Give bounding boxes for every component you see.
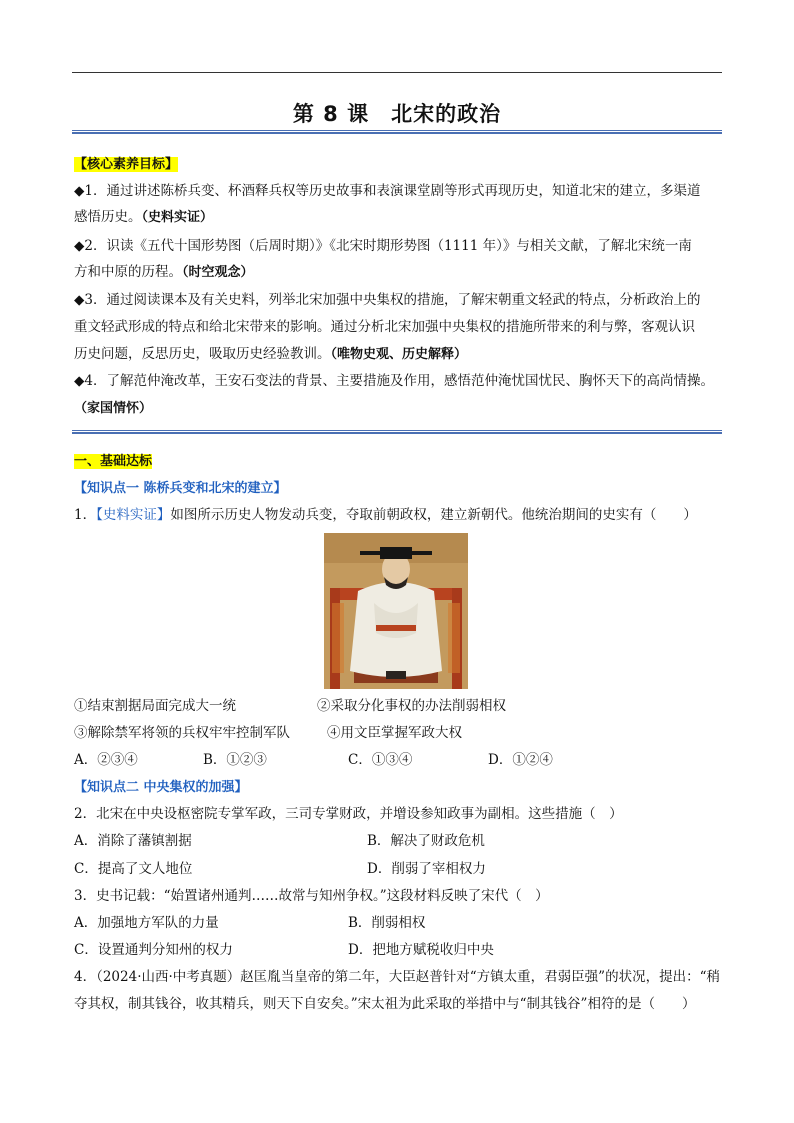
goal-3-cont: 历史问题，反思历史，吸取历史经验教训。（唯物史观、历史解释） xyxy=(74,346,468,362)
header-rule xyxy=(72,72,722,73)
section-heading: 一、基础达标 xyxy=(74,454,153,469)
goals-divider xyxy=(72,430,722,434)
q1-statement-2: ②采取分化事权的办法削弱相权 xyxy=(317,698,506,714)
title-divider xyxy=(72,130,722,134)
q3-option-d[interactable]: D．把地方赋税收归中央 xyxy=(348,942,494,958)
q2-option-b[interactable]: B．解决了财政危机 xyxy=(367,833,485,849)
goal-1-cont: 感悟历史。（史料实证） xyxy=(74,209,214,225)
q3-option-a[interactable]: A．加强地方军队的力量 xyxy=(74,915,219,931)
q1-option-a[interactable]: A．②③④ xyxy=(74,752,138,768)
emperor-portrait xyxy=(324,533,468,689)
q1-option-c[interactable]: C．①③④ xyxy=(348,752,413,768)
question-4-line-1: 4．（2024·山西·中考真题）赵匡胤当皇帝的第二年，大臣赵普针对“方镇太重，君弱臣强”的状况，提出：“稍 xyxy=(74,969,720,985)
q2-option-d[interactable]: D．削弱了宰相权力 xyxy=(367,861,486,877)
goal-4-tag: （家国情怀） xyxy=(74,401,153,416)
question-3-stem: 3．史书记载：“始置诸州通判……故常与知州争权。”这段材料反映了宋代（ ） xyxy=(74,888,549,904)
q1-statement-3: ③解除禁军将领的兵权牢牢控制军队 xyxy=(74,725,290,741)
q2-option-c[interactable]: C．提高了文人地位 xyxy=(74,861,193,877)
goals-heading: 【核心素养目标】 xyxy=(74,157,179,172)
question-1-stem: 1．【史料实证】如图所示历史人物发动兵变，夺取前朝政权，建立新朝代。他统治期间的史实有（ ） xyxy=(74,507,697,523)
q1-statement-4: ④用文臣掌握军政大权 xyxy=(327,725,462,741)
goal-3: ◆3．通过阅读课本及有关史料，列举北宋加强中央集权的措施，了解宋朝重文轻武的特点，分析政治上的 xyxy=(74,292,701,308)
q1-statement-1: ①结束割据局面完成大一统 xyxy=(74,698,236,714)
knowledge-point-2: 【知识点二 中央集权的加强】 xyxy=(74,780,248,795)
knowledge-point-1: 【知识点一 陈桥兵变和北宋的建立】 xyxy=(74,481,287,496)
q1-option-b[interactable]: B．①②③ xyxy=(203,752,267,768)
q3-option-b[interactable]: B．削弱相权 xyxy=(348,915,426,931)
page-title: 第 8 课 北宋的政治 xyxy=(292,102,502,126)
question-2-stem: 2．北宋在中央设枢密院专掌军政，三司专掌财政，并增设参知政事为副相。这些措施（ ） xyxy=(74,806,623,822)
goal-1: ◆1．通过讲述陈桥兵变、杯酒释兵权等历史故事和表演课堂剧等形式再现历史，知道北宋的建立，多渠道 xyxy=(74,183,701,199)
goal-2: ◆2．识读《五代十国形势图（后周时期）》《北宋时期形势图（1111 年）》与相关文献，了解北宋统一南 xyxy=(74,238,692,254)
goal-3-line2: 重文轻武形成的特点和给北宋带来的影响。通过分析北宋加强中央集权的措施所带来的利与弊，客观认识 xyxy=(74,319,695,335)
question-4-line-2: 夺其权，制其钱谷，收其精兵，则天下自安矣。”宋太祖为此采取的举措中与“制其钱谷”相符的是（ ） xyxy=(74,996,696,1012)
goal-4: ◆4．了解范仲淹改革，王安石变法的背景、主要措施及作用，感悟范仲淹忧国忧民、胸怀天下的高尚情操。 xyxy=(74,373,714,389)
q3-option-c[interactable]: C．设置通判分知州的权力 xyxy=(74,942,233,958)
q1-option-d[interactable]: D．①②④ xyxy=(488,752,553,768)
goal-2-cont: 方和中原的历程。（时空观念） xyxy=(74,264,254,280)
q2-option-a[interactable]: A．消除了藩镇割据 xyxy=(74,833,192,849)
